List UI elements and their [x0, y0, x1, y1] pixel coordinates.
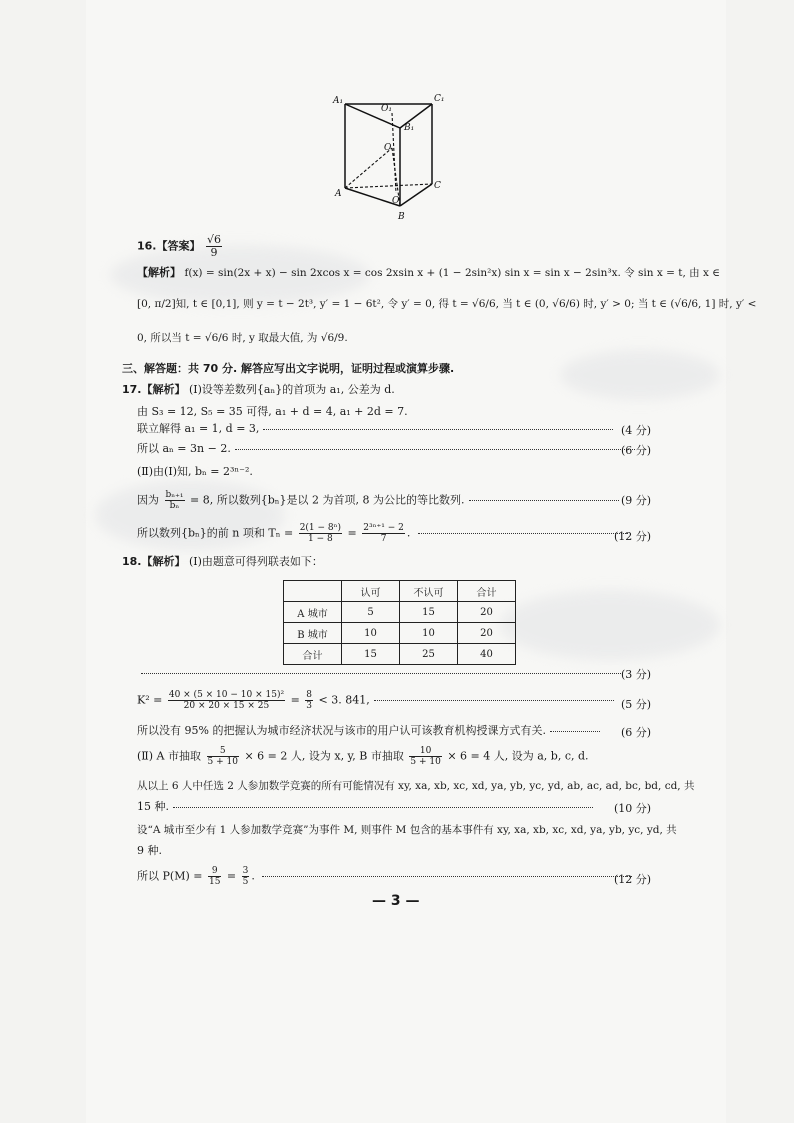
q17-line-3	[137, 422, 617, 436]
table-cell: 认可	[342, 581, 400, 602]
q18-text: 所以 P(M) =	[137, 869, 203, 883]
fraction-numerator: √6	[207, 233, 222, 246]
q16-answer	[137, 234, 224, 259]
q18-k2-line	[137, 690, 618, 711]
label-c: C	[434, 181, 441, 191]
fraction	[305, 690, 313, 711]
q18-line-6	[137, 800, 597, 814]
table-cell: 不认可	[400, 581, 458, 602]
table-row	[284, 602, 516, 623]
fraction	[208, 866, 221, 887]
fraction-denominator: 5 + 10	[410, 757, 441, 767]
score: (9 分)	[621, 494, 652, 507]
q18-label: 18.【解析】	[122, 555, 186, 568]
fraction-denominator: 3	[306, 701, 313, 711]
q17-line-2: 由 S₃ = 12, S₅ = 35 可得, a₁ + d = 4, a₁ + 2d = 7.	[137, 405, 408, 418]
section-heading: 三、解答题：共 70 分. 解答应写出文字说明，证明过程或演算步骤.	[122, 362, 455, 375]
label-o1: O₁	[381, 104, 392, 114]
fraction	[409, 746, 441, 767]
score: (6 分)	[621, 444, 652, 457]
label-b1: B₁	[404, 123, 415, 133]
q18-line-9	[137, 866, 636, 887]
table-cell: 20	[458, 623, 516, 644]
dot-leader	[374, 700, 614, 701]
fraction	[242, 866, 250, 887]
label-a1: A₁	[333, 96, 344, 106]
dot-leader	[469, 500, 619, 501]
q18-text: K² =	[137, 693, 163, 707]
q17-text: = 8, 所以数列{bₙ}是以 2 为首项, 8 为公比的等比数列.	[190, 493, 465, 507]
q18-text: 所以没有 95% 的把握认为城市经济状况与该市的用户认可该教育机构授课方式有关.	[137, 724, 546, 737]
table-cell: 15	[400, 602, 458, 623]
table-row	[284, 644, 516, 665]
label-c1: C₁	[434, 94, 445, 104]
q16-text: [0, π/2]知, t ∈ [0,1], 则 y = t − 2t³, y′ = 1 − 6t², 令 y′ = 0, 得 t =	[137, 298, 469, 310]
fraction-denominator: 7	[380, 534, 387, 544]
q18-line-1	[122, 555, 323, 569]
fraction-numerator: bₙ₊₁	[165, 490, 184, 500]
fraction-denominator: 20 × 20 × 15 × 25	[183, 701, 270, 711]
dot-leader	[262, 876, 632, 877]
fraction-denominator: 5 + 10	[207, 757, 238, 767]
fraction	[165, 490, 185, 511]
score: (10 分)	[614, 802, 652, 815]
table-cell: 20	[458, 602, 516, 623]
q16-answer-fraction	[206, 234, 222, 259]
q18-table-score-line	[137, 666, 625, 680]
table-cell: 10	[400, 623, 458, 644]
table-cell: 5	[342, 602, 400, 623]
dot-leader	[418, 533, 628, 534]
q17-text: 因为	[137, 493, 159, 507]
q16-answer-label: 16.【答案】	[137, 239, 201, 253]
table-cell: 25	[400, 644, 458, 665]
table-cell	[284, 581, 342, 602]
q18-text: (Ⅱ) A 市抽取	[137, 749, 201, 763]
label-a: A	[335, 189, 342, 199]
score: (12 分)	[614, 873, 652, 886]
q18-line-8: 9 种.	[137, 844, 162, 857]
dot-leader	[141, 673, 621, 674]
background-wash	[500, 590, 720, 660]
q17-text: 所以 aₙ = 3n − 2.	[137, 442, 231, 455]
q18-text: =	[290, 693, 300, 707]
q16-analysis-line-1	[137, 266, 720, 280]
fraction-denominator: bₙ	[169, 501, 180, 511]
table-cell: 合计	[458, 581, 516, 602]
q18-text: × 6 = 4 人, 设为 a, b, c, d.	[447, 749, 589, 763]
q16-analysis-line-2	[137, 297, 756, 311]
dot-leader	[173, 807, 593, 808]
score: (3 分)	[621, 668, 652, 681]
q17-line-5: (Ⅱ)由(Ⅰ)知, bₙ = 2³ⁿ⁻².	[137, 465, 253, 478]
q18-line-3	[137, 724, 604, 738]
label-b: B	[398, 212, 405, 222]
fraction	[168, 690, 285, 711]
fraction	[362, 523, 405, 544]
q17-line-7: 所以数列{bₙ}的前 n 项和 Tₙ = $\frac{\text{2(1 − 8ⁿ)}}{1 - 8}$ = $\frac{\text{2³ⁿ⁺¹ − 2}}{7}$ .	[137, 523, 632, 544]
q17-text: 联立解得 a₁ = 1, d = 3,	[137, 422, 260, 435]
q18-text: .	[251, 869, 255, 883]
q16-text: , 当 t ∈ (0, √6/6) 时, y′ > 0; 当 t ∈ (√6/6, 1] 时, y′ <	[495, 298, 757, 310]
q16-text: √6/6	[472, 298, 496, 310]
dot-leader	[263, 429, 613, 430]
fraction-denominator: 5	[242, 877, 249, 887]
table-cell: 40	[458, 644, 516, 665]
q17-text: 所以数列{bₙ}的前 n 项和 Tₙ =	[137, 526, 294, 540]
fraction-numerator: 9	[208, 866, 221, 877]
fraction-numerator: 2³ⁿ⁺¹ − 2	[363, 523, 404, 533]
q18-line-5: 从以上 6 人中任选 2 人参加数学竞赛的所有可能情况有 xy, xa, xb, xc, xd, ya, yb, yc, yd, ab, ac, ad, bc, bd, cd, 共	[137, 780, 695, 792]
q17-line-4	[137, 442, 639, 456]
fraction-denominator: 15	[208, 877, 221, 887]
table-cell: 10	[342, 623, 400, 644]
prism-figure	[0, 0, 794, 240]
q16-analysis-label: 【解析】	[137, 266, 181, 279]
table-cell: A 城市	[284, 602, 342, 623]
q18-text: × 6 = 2 人, 设为 x, y, B 市抽取	[244, 749, 404, 763]
q16-text: f(x) = sin(2x + x) − sin 2xcos x = cos 2xsin x + (1 − 2sin²x) sin x = sin x − 2sin³x. 令 sin x = t, 由 x ∈	[184, 267, 721, 279]
label-o-bottom: O	[392, 196, 400, 206]
table-cell: 合计	[284, 644, 342, 665]
table-cell: B 城市	[284, 623, 342, 644]
label-o: O	[384, 143, 392, 153]
fraction-numerator: 10	[409, 746, 441, 757]
q18-text: =	[226, 869, 237, 883]
score: (12 分)	[614, 530, 652, 543]
score: (4 分)	[621, 424, 652, 437]
contingency-table	[283, 580, 516, 665]
fraction-numerator: 5	[207, 746, 239, 757]
table-cell: 15	[342, 644, 400, 665]
fraction-numerator: 40 × (5 × 10 − 10 × 15)²	[168, 690, 285, 700]
q18-line-7: 设“A 城市至少有 1 人参加数学竞赛”为事件 M, 则事件 M 包含的基本事件有 xy, xa, xb, xc, xd, ya, yb, yc, yd, 共	[137, 824, 677, 836]
q16-analysis-line-3: 0, 所以当 t = √6/6 时, y 取最大值, 为 √6/9.	[137, 332, 348, 344]
q18-text: 15 种.	[137, 800, 169, 813]
fraction-denominator: 1 − 8	[308, 534, 333, 544]
table-row	[284, 623, 516, 644]
fraction-numerator: 3	[242, 866, 249, 876]
table-header-row	[284, 581, 516, 602]
fraction-numerator: 2(1 − 8ⁿ)	[299, 523, 342, 533]
score: (5 分)	[621, 698, 652, 711]
q17-line-1	[122, 383, 395, 397]
q17-line-6	[137, 490, 623, 511]
fraction-numerator: 8	[306, 690, 313, 700]
fraction	[299, 523, 342, 544]
dot-leader	[550, 731, 600, 732]
q18-text: (Ⅰ)由题意可得列联表如下：	[189, 555, 323, 568]
background-wash	[560, 350, 720, 400]
q17-label: 17.【解析】	[122, 383, 186, 396]
fraction-denominator: 9	[210, 246, 218, 259]
score: (6 分)	[621, 726, 652, 739]
dot-leader	[235, 449, 635, 450]
page-number: — 3 —	[372, 893, 420, 909]
q17-text: (Ⅰ)设等差数列{aₙ}的首项为 a₁, 公差为 d.	[189, 383, 395, 396]
q18-line-4	[137, 746, 589, 767]
fraction	[207, 746, 239, 767]
q18-text: < 3. 841,	[318, 693, 370, 707]
